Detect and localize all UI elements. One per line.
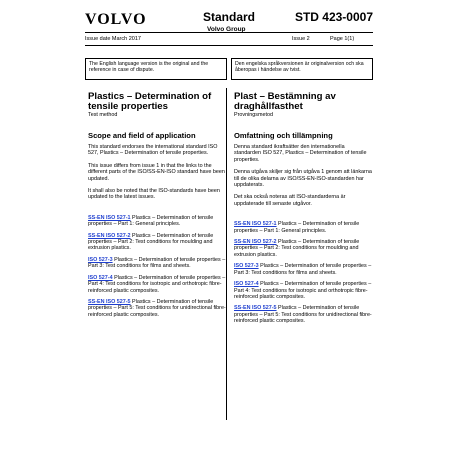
paragraph-en: It shall also be noted that the ISO-standards have been updated to the latest issues.	[88, 188, 220, 201]
header-rule	[85, 32, 373, 33]
standard-link[interactable]: ISO 527-3	[234, 263, 259, 270]
swedish-notice-box: Den engelska språkversionen är originalversion och ska åberopas i händelse av tvist.	[231, 58, 373, 80]
meta-rule	[85, 45, 373, 46]
reference-list-sv	[234, 221, 372, 324]
standard-link[interactable]: SS-EN ISO 527-5	[234, 305, 277, 312]
reference-text: Plastics – Determination of tensile properties – Part 1: General principles.	[234, 221, 360, 234]
standard-link[interactable]: ISO 527-3	[88, 256, 113, 263]
section-heading-en: Scope and field of application	[88, 131, 196, 140]
swedish-column	[234, 92, 372, 325]
issue-number: Issue 2	[292, 36, 310, 42]
section-heading-sv: Omfattning och tillämpning	[234, 131, 333, 140]
standard-link[interactable]: ISO 527-4	[234, 281, 259, 288]
document-header	[85, 10, 373, 50]
reference-item	[88, 215, 226, 228]
reference-item	[234, 239, 372, 258]
volvo-logo: VOLVO	[85, 11, 147, 28]
reference-text: Plastics – Determination of tensile properties – Part 2: Test conditions for moulding and extrusion plastics.	[234, 239, 360, 258]
standard-link[interactable]: SS-EN ISO 527-5	[88, 298, 131, 305]
standard-link[interactable]: SS-EN ISO 527-2	[234, 239, 277, 246]
paragraph-sv: Denna standard ikraftsätter den internationella standarden ISO 527, Plastics – Determination of tensile properties.	[234, 144, 367, 163]
paragraph-sv: Det ska också noteras att ISO-standarderna är uppdaterade till senaste utgåvor.	[234, 194, 346, 207]
english-notice-box: The English language version is the original and the reference in case of dispute.	[85, 58, 227, 80]
document-title-sv: Plast – Bestämning av draghållfasthet	[234, 91, 336, 112]
standard-subtitle: Volvo Group	[207, 26, 246, 33]
reference-text: Plastics – Determination of tensile properties – Part 5: Test conditions for unidirectional fibre-reinforced plastic composites.	[88, 298, 226, 318]
reference-item	[234, 305, 372, 324]
reference-list-en	[88, 215, 226, 318]
document-subtitle-sv: Provningsmetod	[234, 112, 273, 118]
reference-text: Plastics – Determination of tensile properties – Part 3: Test conditions for films and sheets.	[88, 256, 226, 270]
standard-number: STD 423-0007	[294, 10, 373, 24]
document-title-en: Plastics – Determination of tensile properties	[88, 91, 212, 112]
standard-link[interactable]: SS-EN ISO 527-1	[88, 214, 131, 221]
reference-text: Plastics – Determination of tensile properties – Part 4: Test conditions for isotropic and orthotropic fibre-reinforced plastic composites.	[234, 281, 372, 300]
english-column	[88, 92, 226, 318]
reference-item	[88, 233, 226, 252]
reference-text: Plastics – Determination of tensile properties – Part 3: Test conditions for films and sheets.	[234, 263, 372, 276]
standard-link[interactable]: ISO 527-4	[88, 274, 113, 281]
paragraph-sv: Denna utgåva skiljer sig från utgåva 1 genom att länkarna till de olika delarna av ISO/SS-EN-ISO-standarden har uppdaterats.	[234, 169, 372, 189]
issue-date: Issue date March 2017	[85, 36, 141, 42]
column-divider	[226, 88, 227, 420]
reference-item	[88, 275, 226, 294]
standard-link[interactable]: SS-EN ISO 527-2	[88, 232, 131, 239]
reference-item	[234, 263, 372, 276]
reference-text: Plastics – Determination of tensile properties – Part 2: Test conditions for moulding and extrusion plastics.	[88, 232, 214, 252]
document-subtitle-en: Test method	[88, 112, 118, 118]
paragraph-en: This standard endorses the international standard ISO 527, Plastics – Determination of tensile properties.	[88, 144, 218, 157]
standard-title: Standard	[203, 10, 256, 24]
reference-item	[234, 281, 372, 300]
reference-text: Plastics – Determination of tensile properties – Part 4: Test conditions for isotropic and orthotropic fibre-reinforced plastic composites.	[88, 274, 226, 294]
reference-text: Plastics – Determination of tensile properties – Part 1: General principles.	[88, 214, 214, 228]
page-number: Page 1(1)	[330, 36, 355, 42]
standard-link[interactable]: SS-EN ISO 527-1	[234, 221, 277, 228]
reference-text: Plastics – Determination of tensile properties – Part 5: Test conditions for unidirectional fibre-reinforced plastic composites.	[234, 305, 372, 325]
reference-item	[88, 257, 226, 270]
reference-item	[234, 221, 372, 234]
paragraph-en: This issue differs from issue 1 in that the links to the different parts of the ISO/SS-EN-ISO standard have been updated.	[88, 162, 225, 182]
reference-item	[88, 299, 226, 318]
